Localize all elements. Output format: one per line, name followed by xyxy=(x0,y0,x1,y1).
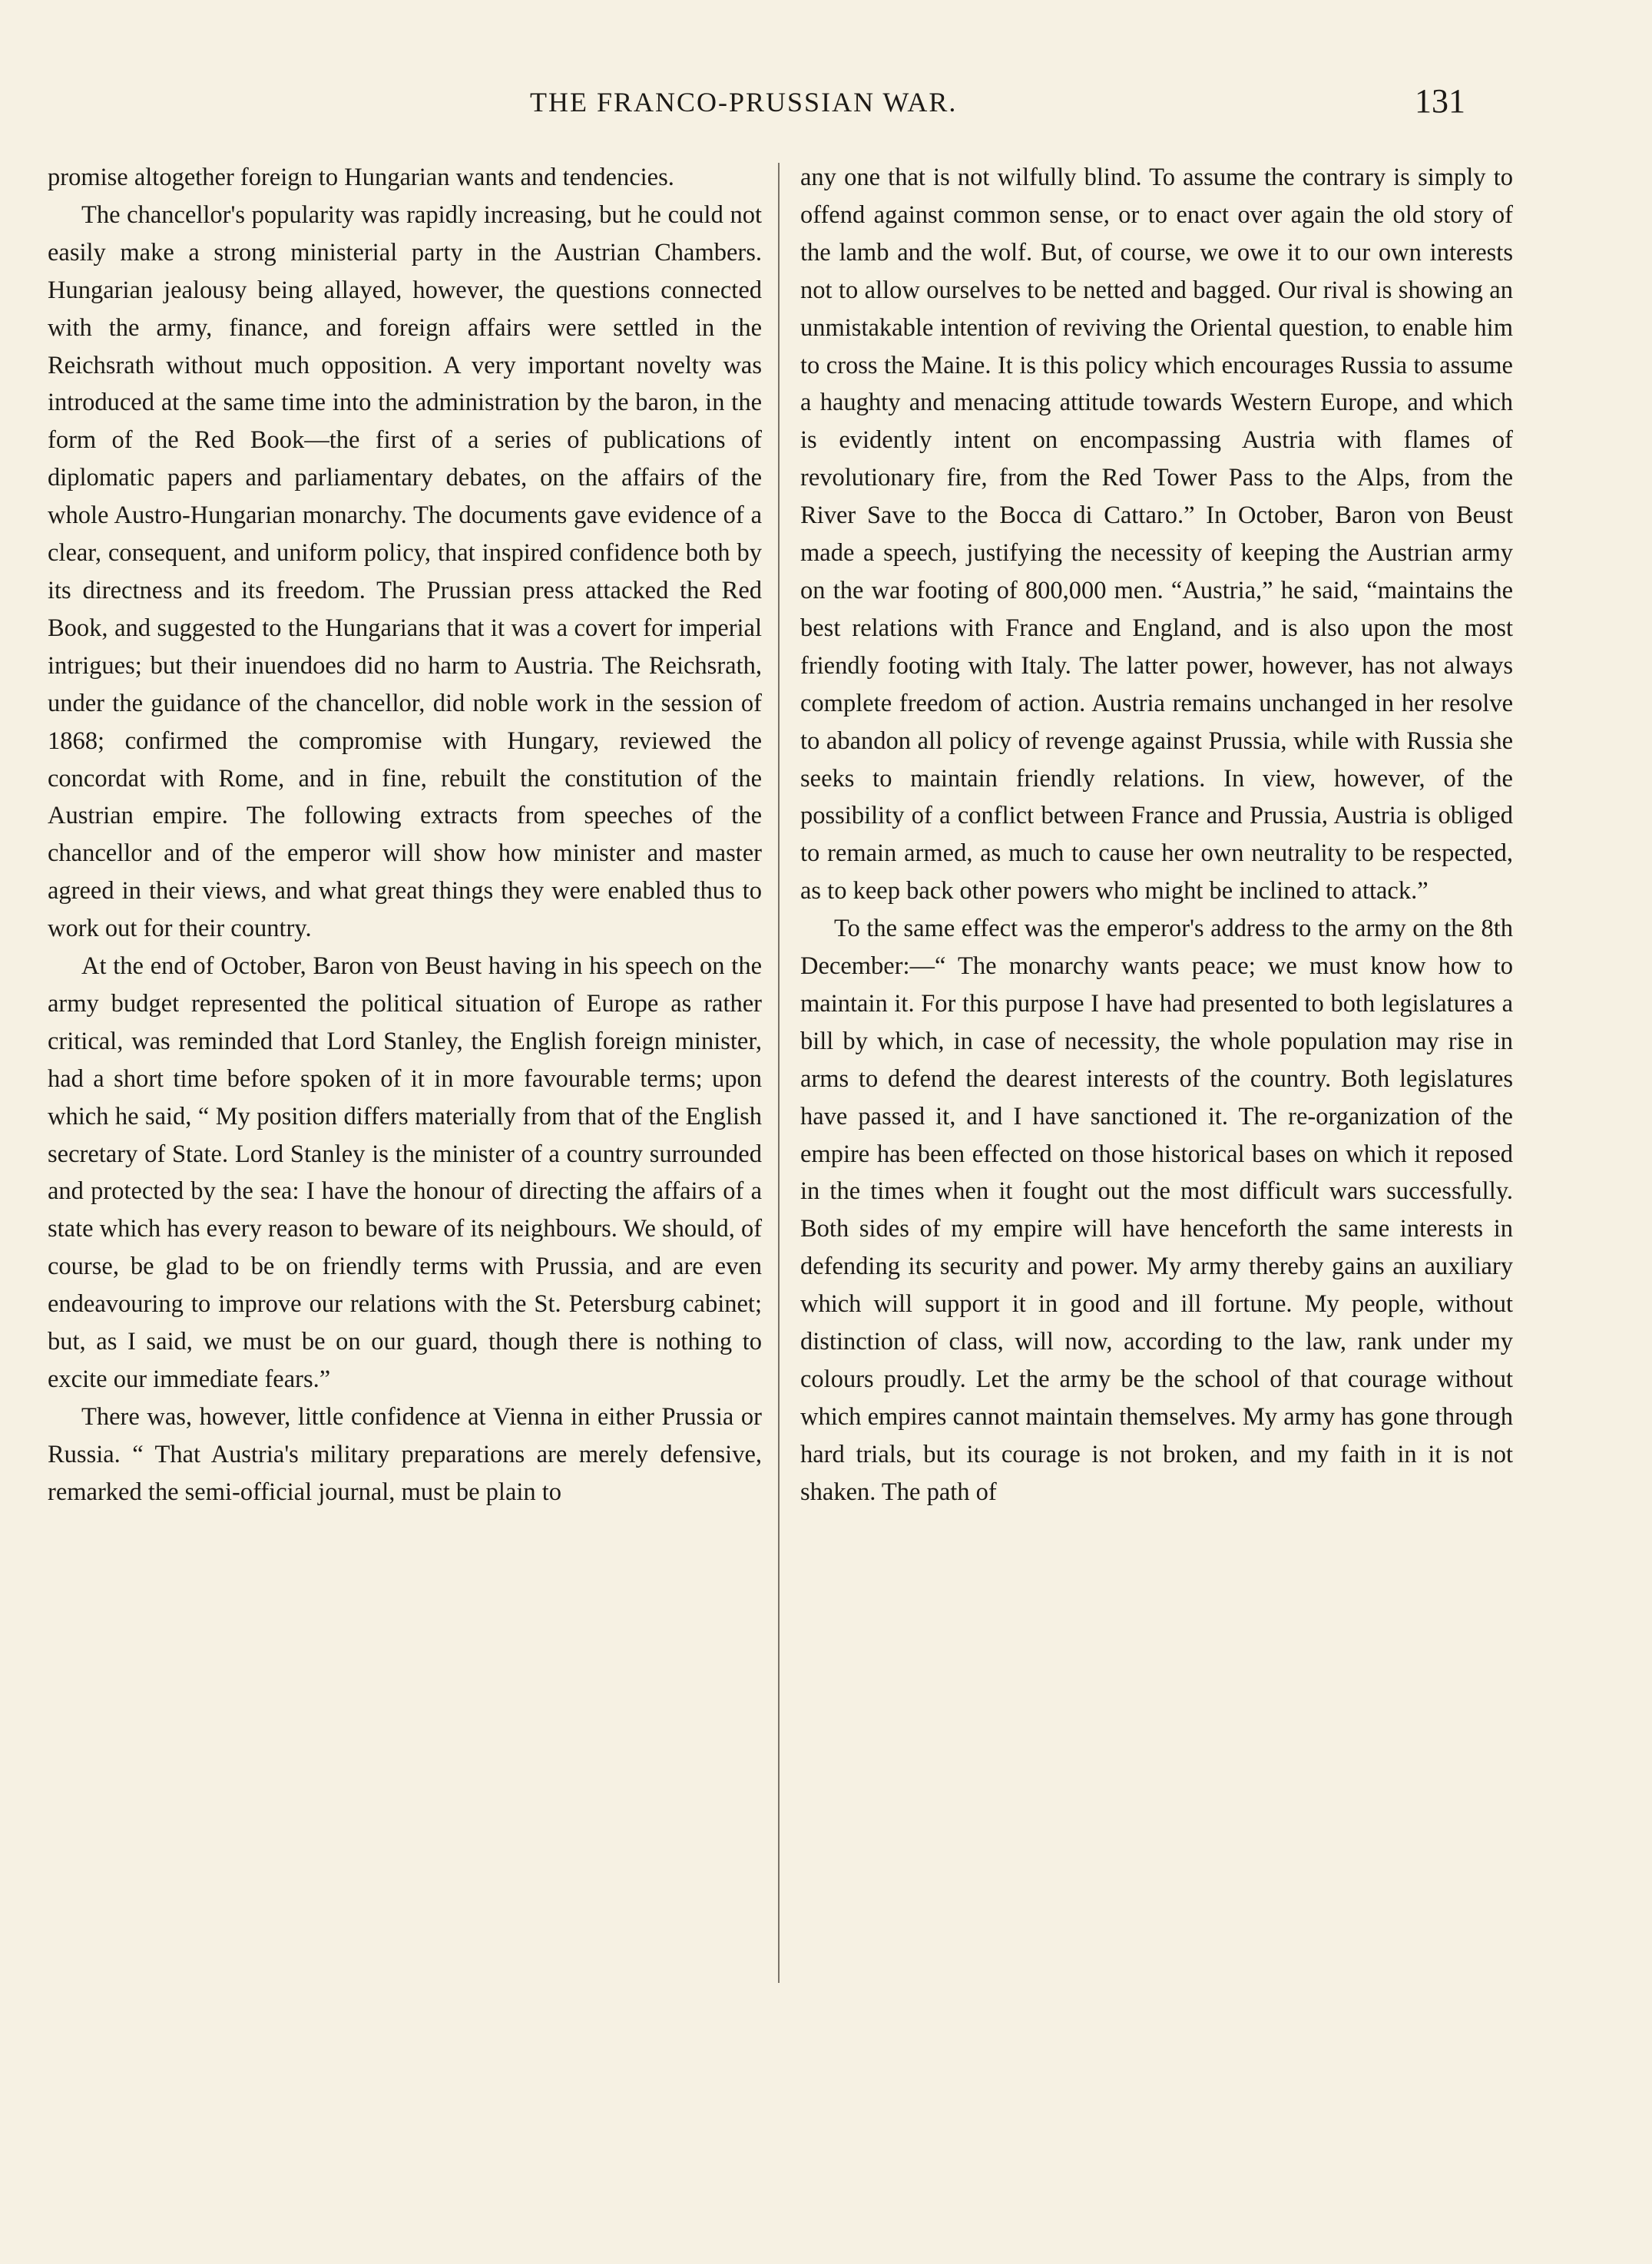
paragraph: At the end of October, Baron von Beust having in his speech on the army budget represented the political situation of Europe as rather critical, was reminded that Lord Stanley, the English foreign minister, had a short time before spoken of it in more favourable terms; upon which he said, “ My position differs materially from that of the English secretary of State. Lord Stanley is the minister of a country surrounded and protected by the sea: I have the honour of directing the affairs of a state which has every reason to beware of its neighbours. We should, of course, be glad to be on friendly terms with Prussia, and are even endeavouring to improve our relations with the St. Petersburg cabinet; but, as I said, we must be on our guard, though there is nothing to excite our immediate fears.” xyxy=(48,952,763,1393)
right-column xyxy=(800,159,1513,1511)
running-title: THE FRANCO-PRUSSIAN WAR. xyxy=(530,87,958,118)
column-divider xyxy=(778,163,780,1983)
paragraph: any one that is not wilfully blind. To assume the contrary is simply to offend against common sense, or to enact over again the old story of the lamb and the wolf. But, of course, we owe it to our own interests not to allow ourselves to be netted and bagged. Our rival is showing an unmistakable intention of reviving the Oriental question, to enable him to cross the Maine. It is this policy which encourages Russia to assume a haughty and menacing attitude towards Western Europe, and which is evidently intent on encompassing Austria with flames of revolutionary fire, from the Red Tower Pass to the Alps, from the River Save to the Bocca di Cattaro.” In October, Baron von Beust made a speech, justifying the necessity of keeping the Austrian army on the war footing of 800,000 men. “Austria,” he said, “maintains the best relations with France and England, and is also upon the most friendly footing with Italy. The latter power, however, has not always complete freedom of action. Austria remains unchanged in her resolve to abandon all policy of revenge against Prussia, while with Russia she seeks to maintain friendly relations. In view, however, of the possibility of a conflict between France and Prussia, Austria is obliged to remain armed, as much to cause her own neutrality to be respected, as to keep back other powers who might be inclined to attack.” xyxy=(800,164,1513,905)
paragraph: promise altogether foreign to Hungarian wants and tendencies. xyxy=(48,164,674,191)
running-head xyxy=(0,82,1652,132)
paragraph: To the same effect was the emperor's address to the army on the 8th December:—“ The monarchy wants peace; we must know how to maintain it. For this purpose I have had presented to both legislatures a bill by which, in case of necessity, the whole population may rise in arms to defend the dearest interests of the country. Both legislatures have passed it, and I have sanctioned it. The re-organization of the empire has been effected on those historical bases on which it reposed in the times when it fought out the most difficult wars successfully. Both sides of my empire will have henceforth the same interests in defending its security and power. My army thereby gains an auxiliary which will support it in good and ill fortune. My people, without distinction of class, will now, according to the law, rank under my colours proudly. Let the army be the school of that courage without which empires cannot maintain themselves. My army has gone through hard trials, but its courage is not broken, and my faith in it is not shaken. The path of xyxy=(800,915,1513,1506)
left-column xyxy=(48,159,762,1511)
paragraph: The chancellor's popularity was rapidly increasing, but he could not easily make a strong ministerial party in the Austrian Chambers. Hungarian jealousy being allayed, however, the questions connected with the army, finance, and foreign affairs were settled in the Reichsrath without much opposition. A very important novelty was introduced at the same time into the administration by the baron, in the form of the Red Book—the first of a series of publications of diplomatic papers and parliamentary debates, on the affairs of the whole Austro-Hungarian monarchy. The documents gave evidence of a clear, consequent, and uniform policy, that inspired confidence both by its directness and its freedom. The Prussian press attacked the Red Book, and suggested to the Hungarians that it was a covert for imperial intrigues; but their inuendoes did no harm to Austria. The Reichsrath, under the guidance of the chancellor, did noble work in the session of 1868; confirmed the compromise with Hungary, reviewed the concordat with Rome, and in fine, rebuilt the constitution of the Austrian empire. The following extracts from speeches of the chancellor and of the emperor will show how minister and master agreed in their views, and what great things they were enabled thus to work out for their country. xyxy=(48,200,762,943)
page-number: 131 xyxy=(1415,82,1465,120)
paragraph: There was, however, little confidence at Vienna in either Prussia or Russia. “ That Austria's military preparations are merely defensive, remarked the semi-official journal, must be plain to xyxy=(48,1402,762,1506)
